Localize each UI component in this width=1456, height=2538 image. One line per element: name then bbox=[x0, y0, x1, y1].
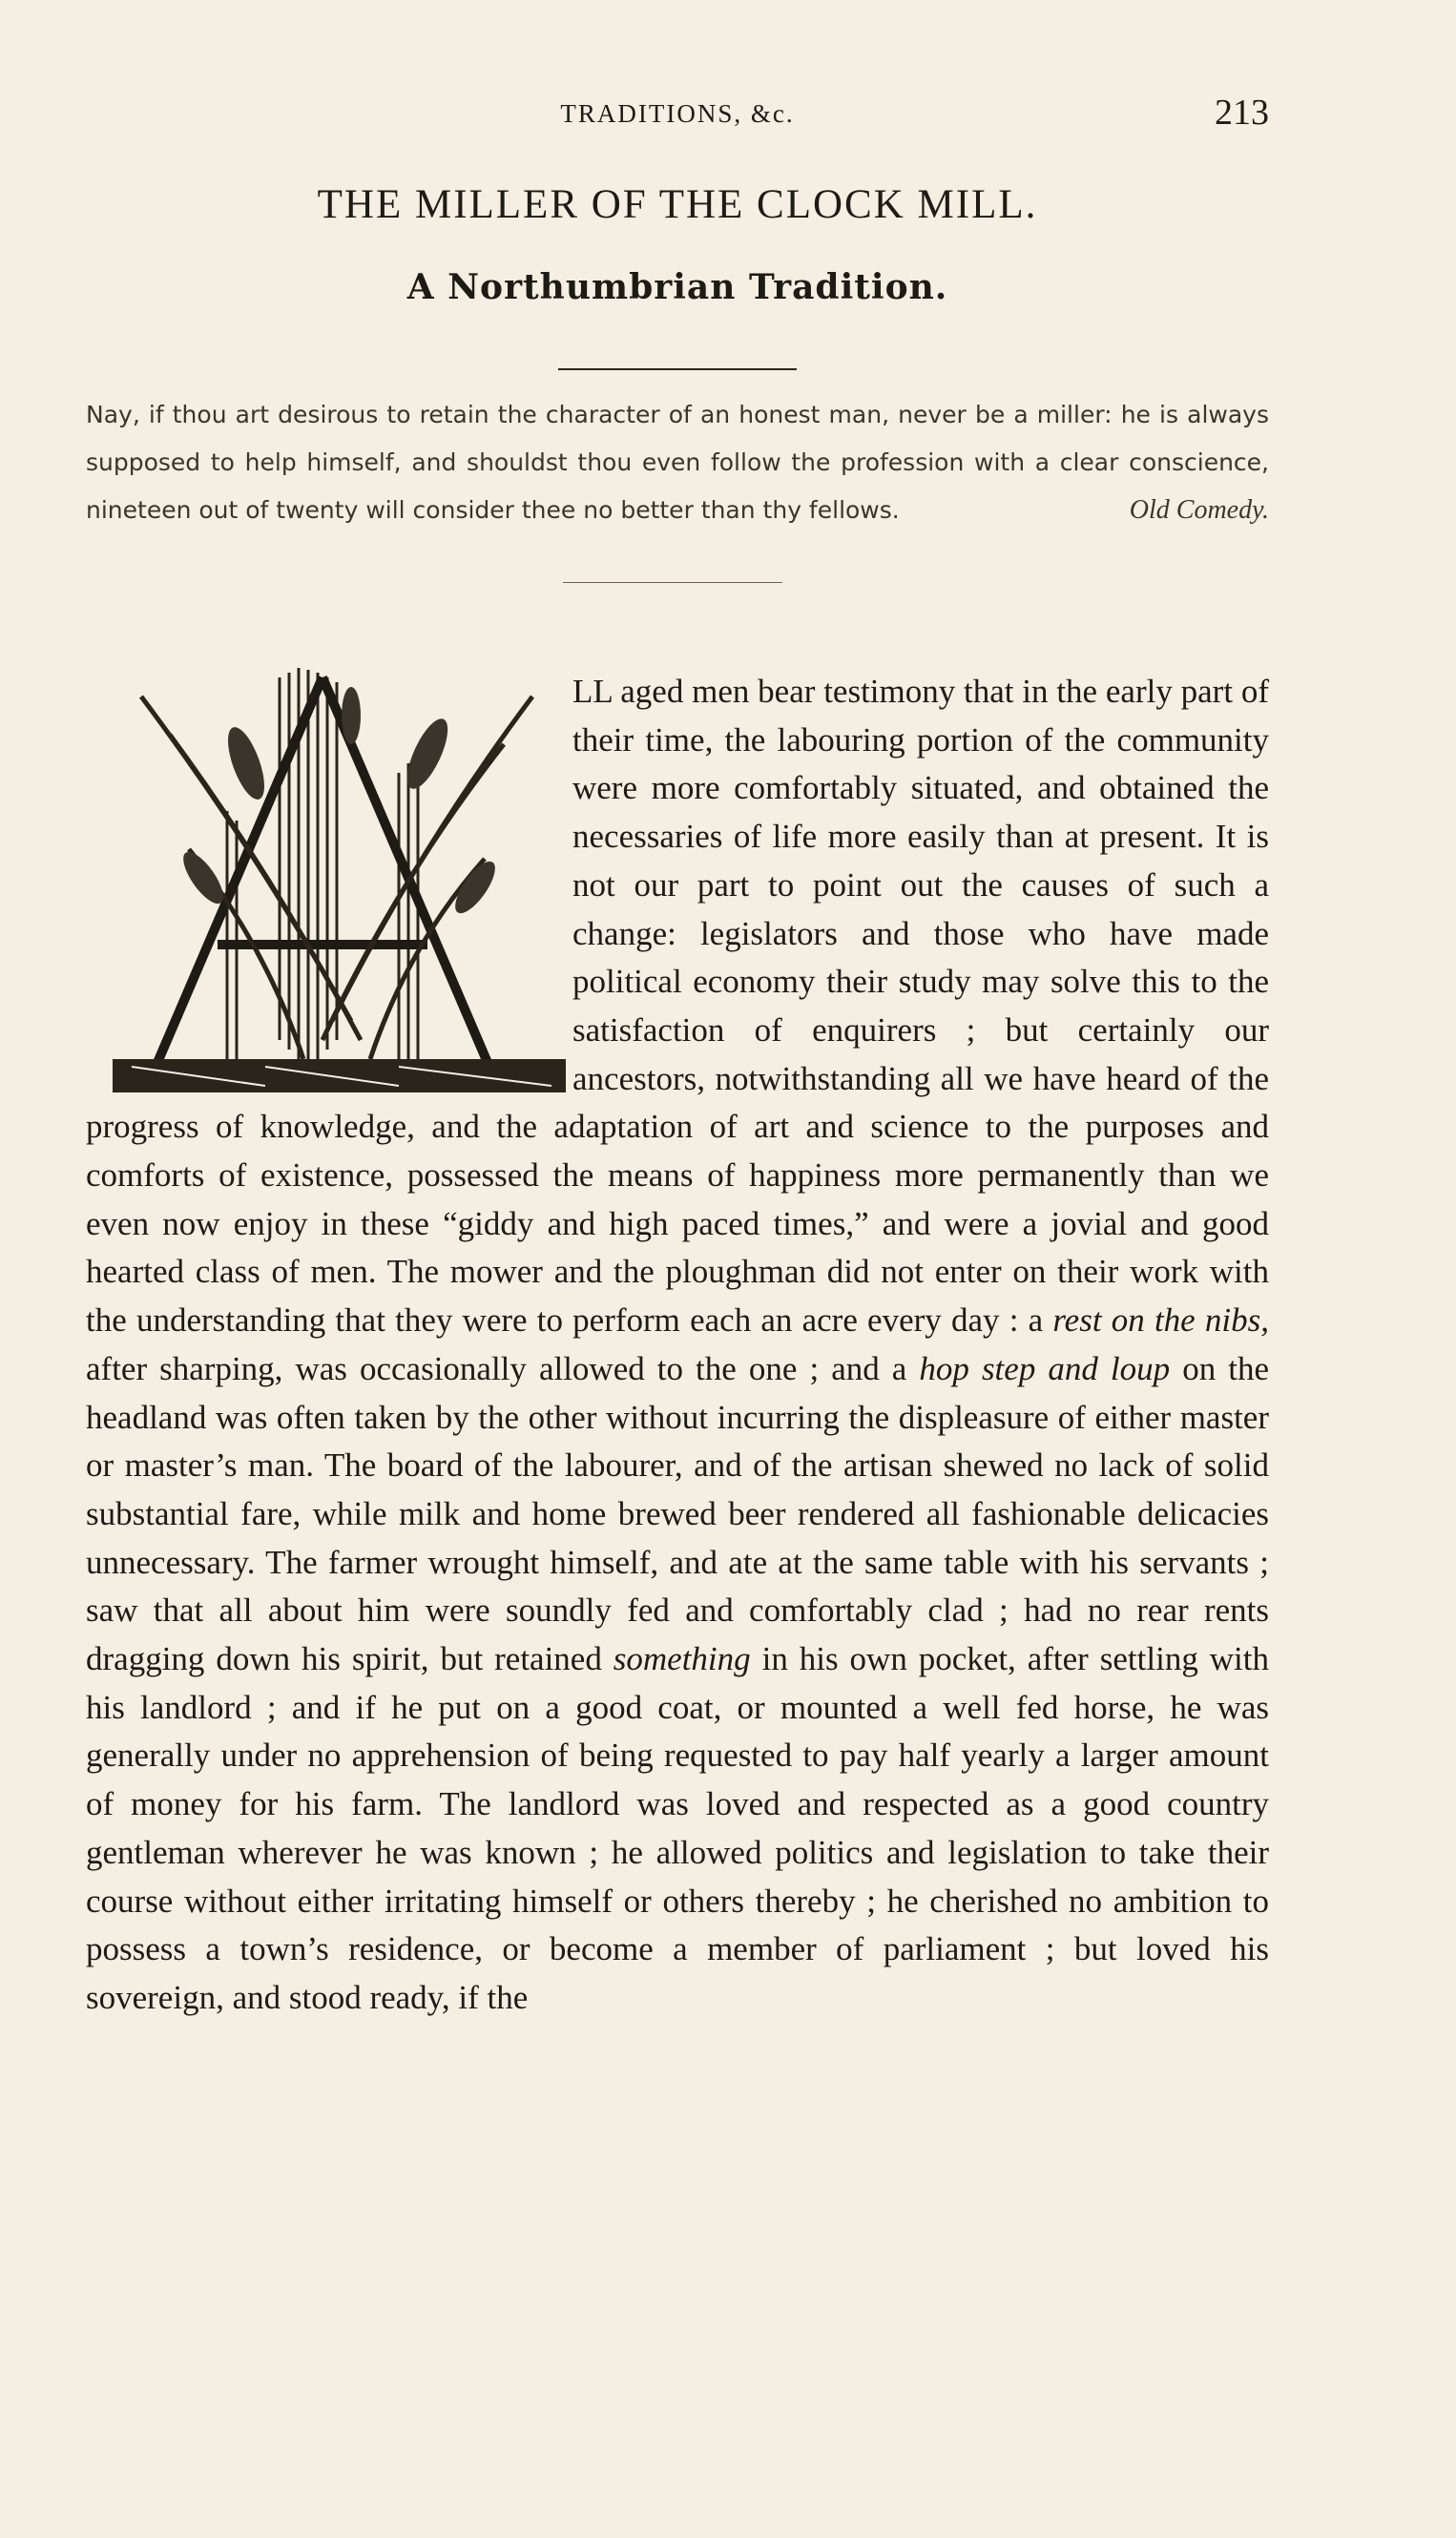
body-text bbox=[86, 668, 1269, 2023]
body-paragraph: in his own pocket, after settling with his landlord ; and if he put on a good coat, or mounted a well fed horse, he was generally under no apprehension of being requested to pay half yearly a larger amount of money for his farm. The landlord was loved and respected as a good country gentleman wherever he was known ; he allowed politics and legislation to take their course without either irritating himself or others thereby ; he cherished no ambition to possess a town’s residence, or become a member of parliament ; but loved his sovereign, and stood ready, if the bbox=[86, 1640, 1269, 2016]
chapter-subtitle: A Northumbrian Tradition. bbox=[406, 267, 948, 307]
epigraph bbox=[86, 391, 1269, 534]
chapter-title: THE MILLER OF THE CLOCK MILL. bbox=[317, 182, 1038, 227]
body-paragraph: after sharping, was occasionally allowed to the one ; and a bbox=[86, 1349, 920, 1387]
page-number: 213 bbox=[1215, 93, 1269, 133]
body-paragraph: on the headland was often taken by the other without incurring the displeasure of either master or master’s man. The board of the labourer, and of the artisan shewed no lack of solid substantial fare, while milk and home brewed beer rendered all fashionable delicacies unnecessary. The farmer wrought himself, and ate at the same table with his servants ; saw that all about him were soundly fed and comfortably clad ; had no rear rents dragging down his spirit, but retained bbox=[86, 1349, 1269, 1678]
section-rule bbox=[563, 582, 782, 583]
body-emphasis: hop step and loup bbox=[919, 1349, 1183, 1387]
running-head bbox=[86, 92, 1269, 139]
epigraph-source: Old Comedy. bbox=[1129, 495, 1269, 525]
title-rule bbox=[558, 368, 797, 370]
body-paragraph: LL aged men bear testimony that in the early part of their time, the labouring portion of the community were more comfortably situated, and obtained the necessaries of life more easily than at present. It is not our part to point out the causes of such a change: legislators and those who have made political economy their study may solve this to the satisfaction of enquirers ; but certainly our ancestors, notwithstanding all we have heard of the progress of knowledge, and the adaptation of art and science to the purposes and comforts of existence, possessed the means of happiness more permanently than we even now enjoy in these “giddy and high paced times,” and were a jovial and good hearted class of men. The mower and the ploughman did not enter on their work with the understanding that they were to perform each an acre every day : a bbox=[86, 673, 1269, 1340]
epigraph-text: Nay, if thou art desirous to retain the character of an honest man, never be a miller: he is always supposed to help himself, and shouldst thou even follow the profession with a clear conscience, nineteen out of twenty will consider thee no better than thy fellows. bbox=[86, 401, 1269, 524]
running-title: TRADITIONS, &c. bbox=[560, 99, 795, 128]
body-emphasis: something bbox=[613, 1640, 762, 1678]
body-emphasis: rest on the nibs, bbox=[1052, 1301, 1269, 1340]
drop-cap-space bbox=[86, 668, 572, 1099]
